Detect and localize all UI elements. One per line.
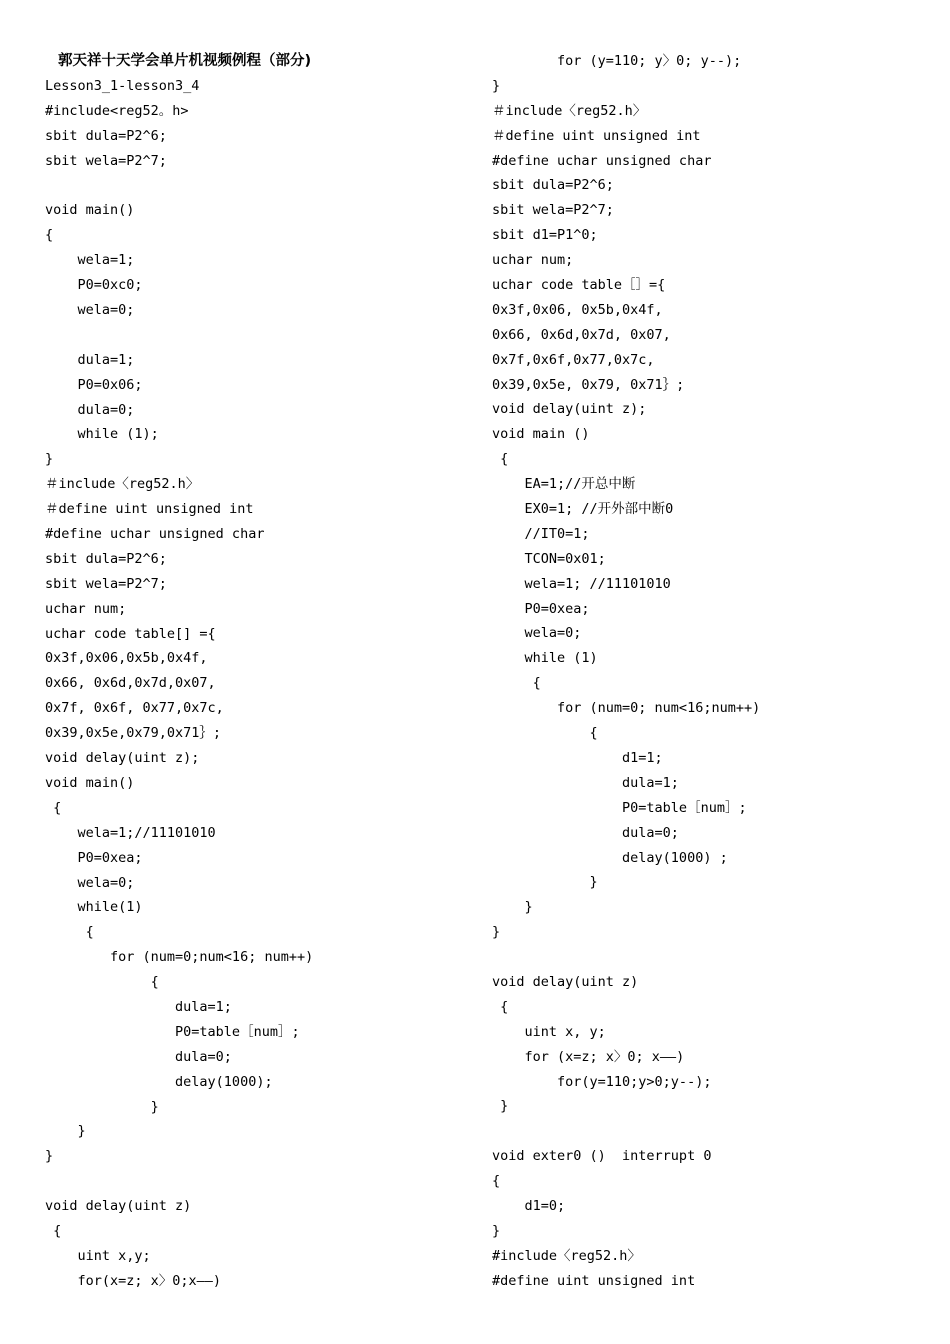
left-code-lines — [45, 74, 465, 1294]
code-line: 0x7f, 0x6f, 0x77,0x7c, — [45, 700, 224, 717]
code-line — [492, 1119, 932, 1144]
code-line: wela=1; //11101010 — [492, 575, 671, 592]
code-line: P0=0xea; — [492, 600, 590, 617]
code-line: 0x66, 0x6d,0x7d, 0x07, — [492, 326, 671, 343]
code-line: } — [45, 1148, 54, 1165]
code-line: { — [45, 974, 159, 991]
code-line: //IT0=1; — [492, 525, 590, 542]
code-line: uint x,y; — [45, 1247, 151, 1264]
code-line: for(y=110;y>0;y--); — [492, 1073, 712, 1090]
code-line: for (num=0;num<16; num++) — [45, 949, 314, 966]
code-line: 0x39,0x5e,0x79,0x71｝; — [45, 725, 222, 742]
code-line: P0=0xc0; — [45, 277, 143, 294]
code-line: dula=0; — [492, 824, 679, 841]
code-line: void delay(uint z) — [45, 1198, 192, 1215]
code-line: 0x7f,0x6f,0x77,0x7c, — [492, 351, 655, 368]
code-line — [492, 945, 932, 970]
code-line: { — [45, 799, 62, 816]
code-line: delay(1000); — [45, 1073, 273, 1090]
code-line: uchar code table［］={ — [492, 277, 666, 294]
code-line: sbit wela=P2^7; — [45, 152, 167, 169]
code-line: } — [492, 77, 501, 94]
code-line: { — [492, 451, 509, 468]
code-line: sbit d1=P1^0; — [492, 227, 598, 244]
right-code-lines — [492, 49, 932, 1294]
code-line: for (num=0; num<16;num++) — [492, 700, 761, 717]
code-line: } — [492, 1222, 501, 1239]
code-line: d1=0; — [492, 1197, 566, 1214]
right-code-column — [492, 49, 932, 1294]
code-line: } — [492, 1098, 509, 1115]
code-line: delay(1000) ; — [492, 849, 728, 866]
code-line: 0x39,0x5e, 0x79, 0x71｝; — [492, 376, 685, 393]
code-line: wela=0; — [492, 625, 582, 642]
code-line: 0x3f,0x06,0x5b,0x4f, — [45, 650, 208, 667]
code-line: while (1); — [45, 426, 159, 443]
code-line: dula=1; — [45, 998, 232, 1015]
code-line: dula=0; — [45, 401, 135, 418]
code-line: { — [492, 998, 509, 1015]
code-line: P0=table［num］; — [45, 1023, 300, 1040]
left-code-column — [45, 49, 465, 1294]
code-line: uchar code table[] ={ — [45, 625, 216, 642]
code-line: wela=0; — [45, 874, 135, 891]
code-line: void exter0 () interrupt 0 — [492, 1148, 712, 1165]
code-line: ＃include〈reg52.h〉 — [492, 102, 647, 119]
code-line: for(x=z; x〉0;x——) — [45, 1272, 222, 1289]
code-line: } — [45, 451, 54, 468]
code-line: 0x3f,0x06, 0x5b,0x4f, — [492, 301, 663, 318]
code-line: dula=0; — [45, 1048, 232, 1065]
code-line: d1=1; — [492, 749, 663, 766]
code-line: Lesson3_1-lesson3_4 — [45, 78, 200, 94]
code-line: EX0=1; //开外部中断0 — [492, 501, 674, 518]
code-line: while (1) — [492, 650, 598, 667]
code-line: wela=1; — [45, 252, 135, 269]
code-line: ＃include〈reg52.h〉 — [45, 476, 200, 493]
code-line: ＃define uint unsigned int — [45, 501, 254, 518]
document-title: 郭天祥十天学会单片机视频例程（部分) — [58, 53, 312, 69]
code-line: TCON=0x01; — [492, 550, 606, 567]
code-line: void main () — [492, 426, 590, 443]
code-line: wela=0; — [45, 302, 135, 319]
code-line: { — [492, 675, 541, 692]
code-line: P0=0xea; — [45, 849, 143, 866]
code-line: sbit dula=P2^6; — [492, 177, 614, 194]
code-line: wela=1;//11101010 — [45, 824, 216, 841]
code-line: #define uchar unsigned char — [45, 526, 265, 543]
code-line: } — [45, 1098, 159, 1115]
code-line: #include〈reg52.h〉 — [492, 1247, 641, 1264]
code-line: void main() — [45, 202, 135, 219]
code-line: #define uint unsigned int — [492, 1272, 696, 1289]
code-line: sbit wela=P2^7; — [492, 202, 614, 219]
code-line: #define uchar unsigned char — [492, 152, 712, 169]
code-line: for (y=110; y〉0; y--); — [492, 53, 742, 69]
code-line: uchar num; — [492, 252, 574, 269]
code-line: dula=1; — [492, 774, 679, 791]
code-line: } — [492, 899, 533, 916]
code-line: sbit dula=P2^6; — [45, 550, 167, 567]
code-line: uchar num; — [45, 600, 127, 617]
code-line: ＃define uint unsigned int — [492, 127, 701, 144]
code-line: uint x, y; — [492, 1023, 606, 1040]
code-line: } — [492, 924, 501, 941]
code-line: 0x66, 0x6d,0x7d,0x07, — [45, 675, 216, 692]
code-line: { — [45, 1222, 62, 1239]
code-line: { — [492, 725, 598, 742]
code-line: dula=1; — [45, 351, 135, 368]
code-line — [45, 174, 465, 199]
code-line: for (x=z; x〉0; x——) — [492, 1048, 685, 1065]
code-line: sbit wela=P2^7; — [45, 575, 167, 592]
code-line: { — [492, 1173, 501, 1190]
code-line: void delay(uint z); — [45, 750, 200, 767]
code-line — [45, 1169, 465, 1194]
code-line: void delay(uint z) — [492, 973, 639, 990]
code-line: sbit dula=P2^6; — [45, 127, 167, 144]
code-line: void main() — [45, 774, 135, 791]
code-line: while(1) — [45, 899, 143, 916]
code-line: { — [45, 924, 94, 941]
code-line: P0=0x06; — [45, 376, 143, 393]
code-line: EA=1;//开总中断 — [492, 476, 636, 493]
code-line — [45, 323, 465, 348]
code-line: P0=table［num］; — [492, 799, 747, 816]
code-line: } — [45, 1123, 86, 1140]
code-line: { — [45, 227, 54, 244]
code-line: void delay(uint z); — [492, 401, 647, 418]
code-line: } — [492, 874, 598, 891]
code-line: #include<reg52。h> — [45, 102, 189, 119]
